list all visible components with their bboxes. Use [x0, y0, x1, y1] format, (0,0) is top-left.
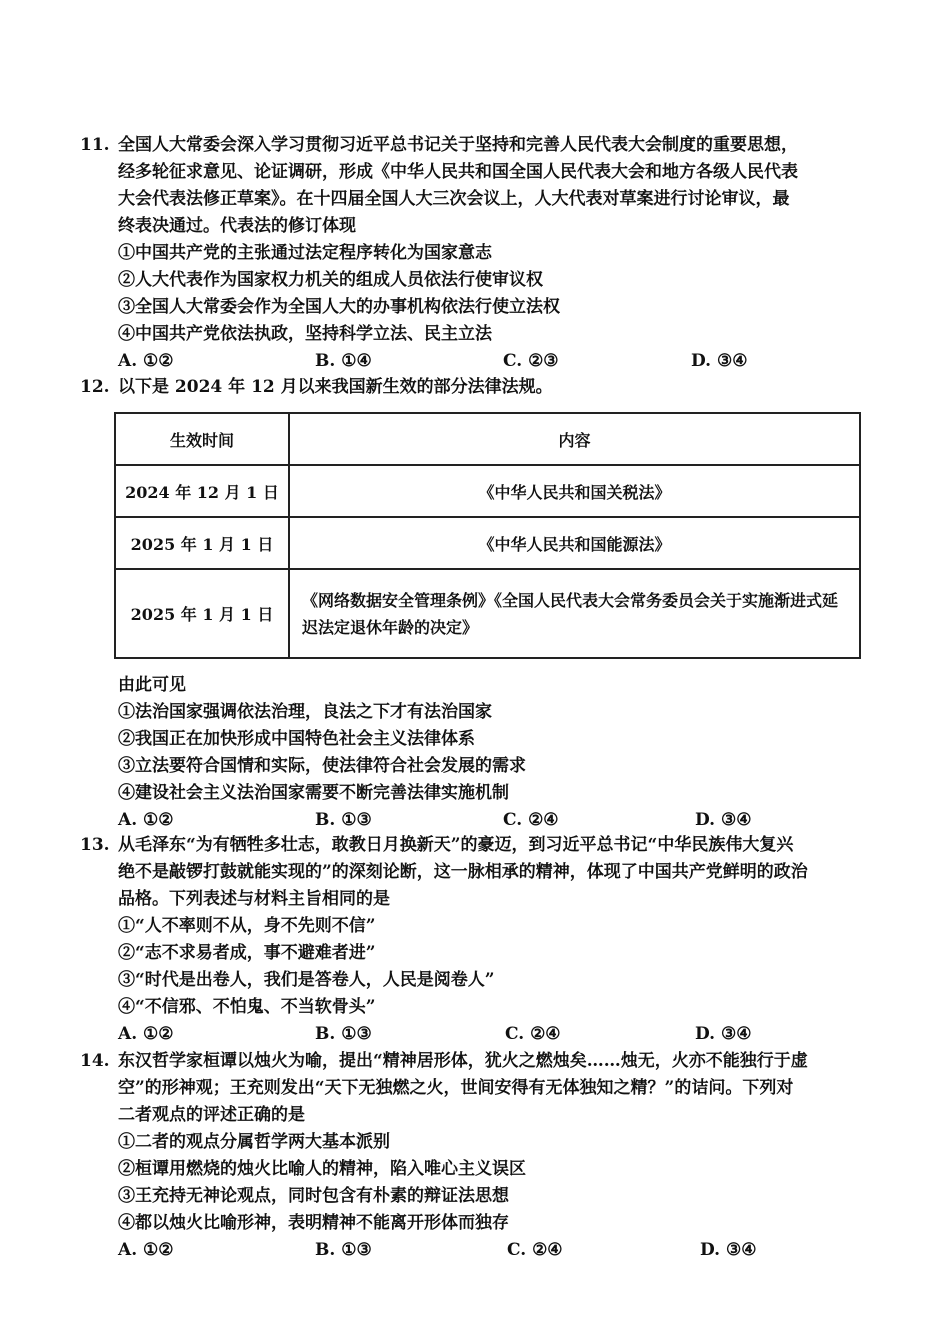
question-13 [80, 832, 880, 1048]
answer-choices [80, 1237, 880, 1264]
answer-choices [80, 807, 880, 834]
question-stem-line: 绝不是敲锣打鼓就能实现的”的深刻论断，这一脉相承的精神，体现了中国共产党鲜明的政治 [118, 862, 808, 882]
table-row [115, 517, 860, 569]
table-header-cell: 生效时间 [115, 413, 289, 465]
statement-option: ④建设社会主义法治国家需要不断完善法律实施机制 [118, 783, 509, 803]
table-header-cell: 内容 [289, 413, 860, 465]
choice-c: C. ②④ [505, 1024, 561, 1044]
question-stem-line: 大会代表法修正草案》。在十四届全国人大三次会议上，人大代表对草案进行讨论审议，最 [118, 189, 790, 209]
laws-table [114, 412, 861, 659]
choice-b: B. ①③ [315, 1240, 372, 1260]
answer-choices [80, 348, 880, 375]
choice-b: B. ①③ [315, 1024, 372, 1044]
choice-c: C. ②④ [503, 810, 559, 830]
choice-c: C. ②④ [507, 1240, 563, 1260]
question-number: 12. [80, 377, 110, 397]
question-stem-line: 品格。下列表述与材料主旨相同的是 [118, 889, 390, 909]
table-cell-date: 2024 年 12 月 1 日 [115, 465, 289, 517]
question-number: 13. [80, 835, 110, 855]
question-11 [80, 132, 880, 375]
statement-option: ④都以烛火比喻形神，表明精神不能离开形体而独存 [118, 1213, 509, 1233]
question-stem-line: 全国人大常委会深入学习贯彻习近平总书记关于坚持和完善人民代表大会制度的重要思想， [118, 135, 798, 155]
question-lead: 由此可见 [118, 675, 186, 695]
question-stem-line: 以下是 2024 年 12 月以来我国新生效的部分法律法规。 [118, 377, 553, 397]
statement-option: ②我国正在加快形成中国特色社会主义法律体系 [118, 729, 475, 749]
statement-option: ④“不信邪、不怕鬼、不当软骨头” [118, 997, 376, 1017]
question-number: 11. [80, 135, 110, 155]
choice-d: D. ③④ [691, 351, 748, 371]
table-cell-date: 2025 年 1 月 1 日 [115, 517, 289, 569]
statement-option: ③“时代是出卷人，我们是答卷人，人民是阅卷人” [118, 970, 495, 990]
choice-d: D. ③④ [695, 810, 752, 830]
choice-a: A. ①② [118, 351, 174, 371]
question-stem-line: 东汉哲学家桓谭以烛火为喻，提出“精神居形体，犹火之燃烛矣……烛无，火亦不能独行于虚 [118, 1051, 808, 1071]
statement-option: ②“志不求易者成，事不避难者进” [118, 943, 376, 963]
choice-c: C. ②③ [503, 351, 559, 371]
question-14 [80, 1048, 880, 1264]
choice-d: D. ③④ [700, 1240, 757, 1260]
table-row [115, 569, 860, 658]
question-12-continued [80, 672, 880, 834]
question-stem-line: 空”的形神观；王充则发出“天下无独燃之火，世间安得有无体独知之精？”的诘问。下列对 [118, 1078, 794, 1098]
question-12 [80, 374, 880, 401]
choice-d: D. ③④ [695, 1024, 752, 1044]
question-stem-line: 经多轮征求意见、论证调研，形成《中华人民共和国全国人民代表大会和地方各级人民代表 [118, 162, 798, 182]
answer-choices [80, 1021, 880, 1048]
choice-a: A. ①② [118, 1024, 174, 1044]
table-cell-content: 《中华人民共和国关税法》 [289, 465, 860, 517]
statement-option: ③全国人大常委会作为全国人大的办事机构依法行使立法权 [118, 297, 560, 317]
table-cell-date: 2025 年 1 月 1 日 [115, 569, 289, 658]
statement-option: ③王充持无神论观点，同时包含有朴素的辩证法思想 [118, 1186, 509, 1206]
table-header-row [115, 413, 860, 465]
table-cell-content: 《中华人民共和国能源法》 [289, 517, 860, 569]
statement-option: ①法治国家强调依法治理，良法之下才有法治国家 [118, 702, 492, 722]
statement-option: ②人大代表作为国家权力机关的组成人员依法行使审议权 [118, 270, 543, 290]
table-cell-content: 《网络数据安全管理条例》《全国人民代表大会常务委员会关于实施渐进式延迟法定退休年龄的决定》 [289, 569, 860, 658]
statement-option: ④中国共产党依法执政，坚持科学立法、民主立法 [118, 324, 492, 344]
statement-option: ①“人不率则不从，身不先则不信” [118, 916, 376, 936]
table-row [115, 465, 860, 517]
statement-option: ②桓谭用燃烧的烛火比喻人的精神，陷入唯心主义误区 [118, 1159, 526, 1179]
choice-a: A. ①② [118, 1240, 174, 1260]
choice-a: A. ①② [118, 810, 174, 830]
statement-option: ①中国共产党的主张通过法定程序转化为国家意志 [118, 243, 492, 263]
question-stem-line: 二者观点的评述正确的是 [118, 1105, 305, 1125]
statement-option: ①二者的观点分属哲学两大基本派别 [118, 1132, 390, 1152]
question-stem-line: 从毛泽东“为有牺牲多壮志，敢教日月换新天”的豪迈，到习近平总书记“中华民族伟大复兴 [118, 835, 794, 855]
question-number: 14. [80, 1051, 110, 1071]
question-stem-line: 终表决通过。代表法的修订体现 [118, 216, 356, 236]
choice-b: B. ①④ [315, 351, 372, 371]
statement-option: ③立法要符合国情和实际，使法律符合社会发展的需求 [118, 756, 526, 776]
choice-b: B. ①③ [315, 810, 372, 830]
